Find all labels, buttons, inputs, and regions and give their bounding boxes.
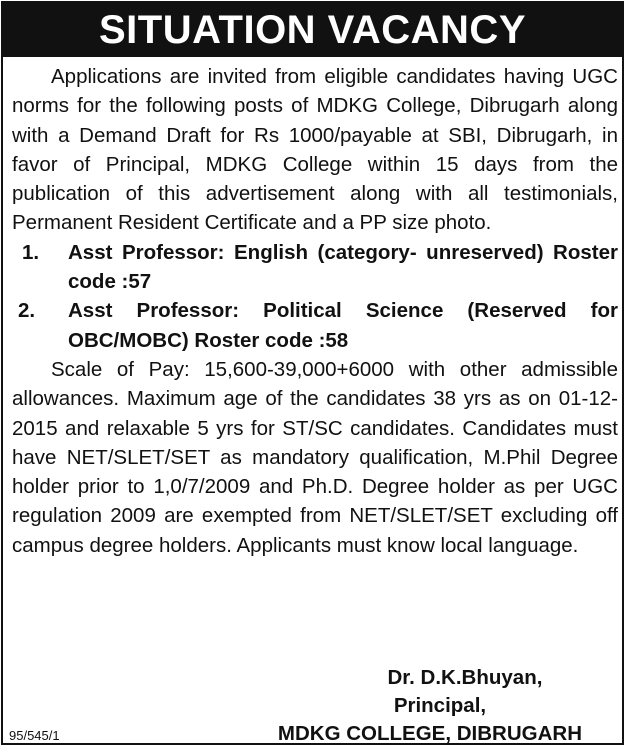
reference-code: 95/545/1 (9, 728, 60, 743)
signature-block (278, 664, 582, 748)
post-item (12, 238, 618, 297)
intro-paragraph: Applications are invited from eligible candidates having UGC norms for the following posts of MDKG College, Dibrugarh along with a Demand Draft for Rs 1000/payable at SBI, Dibrugarh, in favor of Principal, MDKG College within 15 days from the publication of this advertisement along with all testimonials, Permanent Resident Certificate and a PP size photo. (12, 65, 618, 235)
advertisement (1, 1, 624, 745)
post-item (12, 296, 618, 355)
post-description: Asst Professor: English (category- unreserved) Roster code :57 (68, 240, 618, 294)
institution-name: MDKG COLLEGE, DIBRUGARH (277, 722, 582, 745)
post-description: Asst Professor: Political Science (Reserved for OBC/MOBC) Roster code :58 (68, 299, 618, 352)
post-number: 1. (22, 240, 40, 264)
ad-body (12, 62, 618, 560)
post-number: 2. (18, 299, 36, 323)
ad-header (3, 3, 622, 57)
details-paragraph: Scale of Pay: 15,600-39,000+6000 with other admissible allowances. Maximum age of the candidates 38 yrs as on 01-12-2015 and relaxable 5 yrs for ST/SC candidates. Candidates must have NET/SLET/SET as mandatory qualification, M.Phil Degree holder prior to 1,0/7/2009 and Ph.D. Degree holder as per UGC regulation 2009 are exempted from NET/SLET/SET excluding off campus degree holders. Applicants must know local language. (12, 357, 618, 557)
signatory-name: Dr. D.K.Bhuyan, (387, 666, 543, 689)
ad-title: SITUATION VACANCY (98, 8, 526, 52)
signatory-title: Principal, (393, 694, 487, 717)
